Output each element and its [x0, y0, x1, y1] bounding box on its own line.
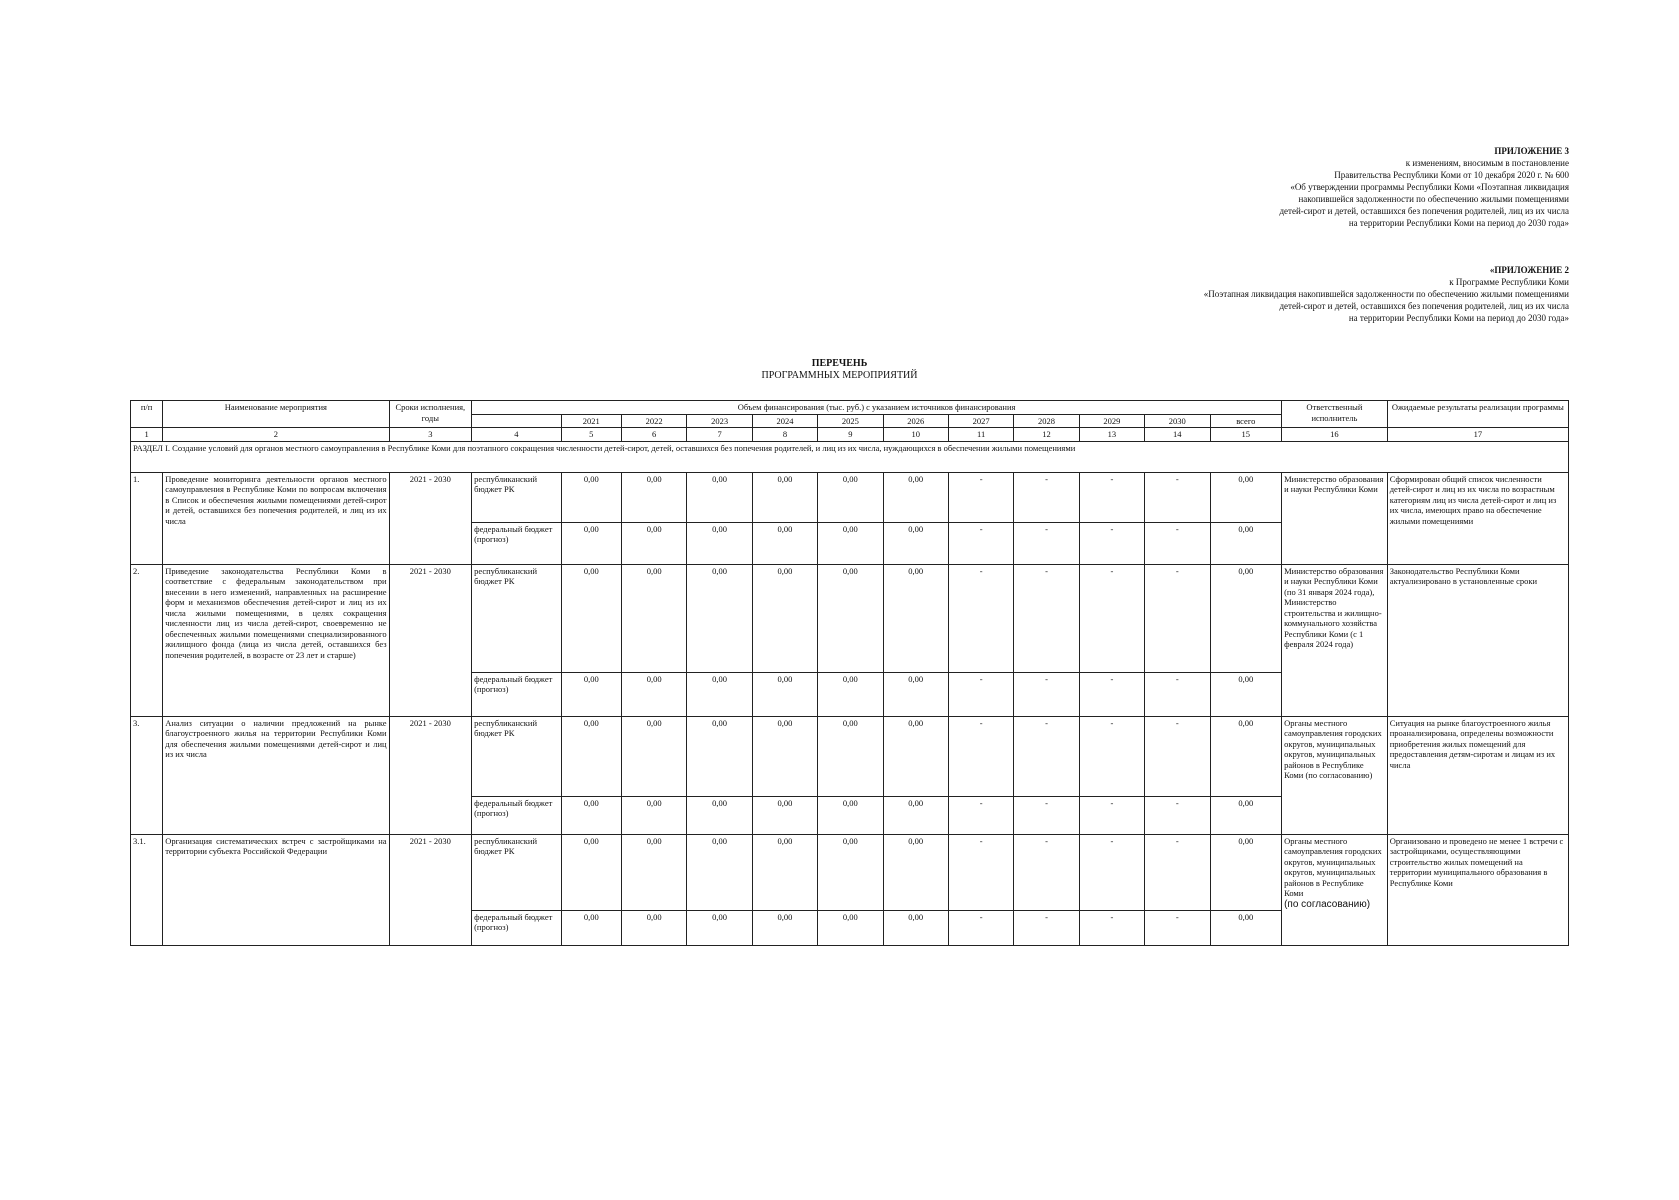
funding-value: 0,00 [687, 522, 752, 564]
header-year: 2024 [752, 414, 817, 428]
funding-source: республиканский бюджет РК [472, 834, 562, 910]
funding-value: 0,00 [561, 522, 621, 564]
column-number: 4 [472, 428, 562, 442]
responsible-text: Органы местного самоуправления городских округов, муниципальных округов, муниципальных районов в Республике Коми (по согласованию) [1284, 717, 1382, 780]
section-title: РАЗДЕЛ I. Создание условий для органов местного самоуправления в Республике Коми для поэтапного сокращения численности детей-сирот, детей, оставшихся без попечения родителей, и лиц из их числа, нуждающихся в обеспечении жилыми помещениями [131, 441, 1569, 472]
funding-value: - [948, 716, 1013, 796]
appendix-2-line: «Поэтапная ликвидация накопившейся задолженности по обеспечению жилыми помещениями [1203, 289, 1569, 299]
funding-value: 0,00 [1210, 910, 1282, 945]
activity-name: Анализ ситуации о наличии предложений на рынке благоустроенного жилья на территории Республики Коми для обеспечения жилыми помещениями детей-сирот и лиц из их числа [163, 716, 389, 834]
document-title-line-2: ПРОГРАММНЫХ МЕРОПРИЯТИЙ [761, 370, 918, 381]
header-year: 2029 [1079, 414, 1144, 428]
document-title-line-1: ПЕРЕЧЕНЬ [811, 358, 868, 369]
column-number: 8 [752, 428, 817, 442]
funding-value: 0,00 [621, 834, 686, 910]
funding-value: 0,00 [883, 472, 948, 522]
appendix-3-line: на территории Республики Коми на период до 2030 года» [1348, 218, 1569, 228]
appendix-3-line: Правительства Республики Коми от 10 декабря 2020 г. № 600 [1334, 170, 1569, 180]
funding-value: 0,00 [752, 564, 817, 672]
row-number: 3.1. [131, 834, 163, 945]
funding-value: 0,00 [561, 910, 621, 945]
responsible-executor [1282, 564, 1388, 716]
funding-value: 0,00 [818, 834, 883, 910]
funding-value: - [1145, 796, 1210, 834]
header-responsible: Ответственный исполнитель [1282, 401, 1388, 428]
funding-value: 0,00 [883, 672, 948, 716]
responsible-note: (по согласованию) [1284, 898, 1371, 910]
funding-value: 0,00 [621, 472, 686, 522]
header-row [131, 401, 1569, 415]
appendix-3-title: ПРИЛОЖЕНИЕ 3 [1494, 146, 1569, 156]
funding-value: 0,00 [1210, 834, 1282, 910]
funding-value: 0,00 [883, 834, 948, 910]
header-total: всего [1210, 414, 1282, 428]
expected-result: Сформирован общий список численности детей-сирот и лиц из их числа по возрастным категориям лиц из числа детей-сирот и лиц из их числа, имеющих право на обеспечение жилыми помещениями [1387, 472, 1568, 564]
appendix-2-line: детей-сирот и детей, оставшихся без попечения родителей, лиц из их числа [1279, 301, 1569, 311]
funding-value: 0,00 [1210, 564, 1282, 672]
funding-value: 0,00 [621, 672, 686, 716]
funding-value: 0,00 [1210, 522, 1282, 564]
funding-value: 0,00 [687, 564, 752, 672]
funding-source: федеральный бюджет (прогноз) [472, 522, 562, 564]
funding-value: 0,00 [1210, 796, 1282, 834]
funding-value: 0,00 [687, 796, 752, 834]
funding-value: - [948, 672, 1013, 716]
activity-name: Приведение законодательства Республики Коми в соответствие с федеральным законодательством при внесении в него изменений, направленных на расширение форм и механизмов обеспечения детей-сирот и лиц из их числа жилыми помещениями, в целях сокращения численности лиц из числа детей-сирот, своевременно не обеспеченных жилыми помещениями специализированного жилищного фонда (лица из числа детей, оставшихся без попечения родителей, в возрасте от 23 лет и старше) [163, 564, 389, 716]
funding-source: федеральный бюджет (прогноз) [472, 672, 562, 716]
funding-value: 0,00 [561, 834, 621, 910]
funding-value: 0,00 [1210, 472, 1282, 522]
funding-source: федеральный бюджет (прогноз) [472, 796, 562, 834]
column-number: 15 [1210, 428, 1282, 442]
column-number: 17 [1387, 428, 1568, 442]
header-results: Ожидаемые результаты реализации программы [1387, 401, 1568, 428]
funding-value: - [1079, 834, 1144, 910]
funding-value: 0,00 [818, 564, 883, 672]
funding-value: 0,00 [1210, 716, 1282, 796]
header-source-blank [472, 414, 562, 428]
funding-value: 0,00 [561, 472, 621, 522]
column-number: 10 [883, 428, 948, 442]
header-year: 2021 [561, 414, 621, 428]
column-numbers-row [131, 428, 1569, 442]
header-year: 2025 [818, 414, 883, 428]
responsible-text: Органы местного самоуправления городских округов, муниципальных округов, муниципальных районов в Республике Коми [1284, 835, 1382, 898]
row-number: 2. [131, 564, 163, 716]
funding-value: - [1014, 834, 1079, 910]
funding-value: - [948, 910, 1013, 945]
funding-value: 0,00 [883, 716, 948, 796]
funding-value: 0,00 [752, 834, 817, 910]
funding-value: 0,00 [621, 796, 686, 834]
row-number: 3. [131, 716, 163, 834]
program-activities-table [130, 400, 1569, 946]
activity-terms: 2021 - 2030 [389, 564, 472, 716]
funding-value: 0,00 [883, 564, 948, 672]
activity-name: Проведение мониторинга деятельности органов местного самоуправления в Республике Коми по вопросам включения в Список и обеспечения жилыми помещениями детей-сирот и детей, оставшихся без попечения родителей, и лиц из их числа [163, 472, 389, 564]
funding-value: - [948, 834, 1013, 910]
funding-value: 0,00 [621, 564, 686, 672]
header-year: 2022 [621, 414, 686, 428]
funding-value: - [948, 796, 1013, 834]
funding-value: - [1014, 472, 1079, 522]
appendix-2-line: к Программе Республики Коми [1449, 277, 1569, 287]
activity-terms: 2021 - 2030 [389, 716, 472, 834]
responsible-executor [1282, 716, 1388, 834]
header-name: Наименование мероприятия [163, 401, 389, 428]
responsible-executor [1282, 472, 1388, 564]
table-row [131, 716, 1569, 796]
activity-terms: 2021 - 2030 [389, 834, 472, 945]
funding-value: 0,00 [883, 910, 948, 945]
header-year: 2026 [883, 414, 948, 428]
funding-value: - [948, 522, 1013, 564]
appendix-3-line: накопившейся задолженности по обеспечению жилыми помещениями [1298, 194, 1569, 204]
funding-value: 0,00 [687, 672, 752, 716]
funding-value: 0,00 [687, 472, 752, 522]
column-number: 13 [1079, 428, 1144, 442]
funding-value: 0,00 [883, 522, 948, 564]
funding-value: 0,00 [561, 564, 621, 672]
funding-value: - [1145, 834, 1210, 910]
funding-value: 0,00 [687, 834, 752, 910]
funding-value: 0,00 [818, 472, 883, 522]
funding-value: 0,00 [1210, 672, 1282, 716]
appendix-3-line: детей-сирот и детей, оставшихся без попечения родителей, лиц из их числа [1279, 206, 1569, 216]
funding-value: 0,00 [752, 522, 817, 564]
funding-value: 0,00 [818, 796, 883, 834]
funding-value: 0,00 [561, 672, 621, 716]
funding-value: - [1079, 522, 1144, 564]
funding-value: - [1145, 716, 1210, 796]
row-number: 1. [131, 472, 163, 564]
column-number: 7 [687, 428, 752, 442]
funding-value: 0,00 [561, 716, 621, 796]
expected-result: Ситуация на рынке благоустроенного жилья проанализирована, определены возможности приобретения жилых помещений для предоставления детям-сиротам и лицам из их числа [1387, 716, 1568, 834]
appendix-2-header [1204, 264, 1569, 324]
section-row [131, 441, 1569, 472]
table-row [131, 834, 1569, 910]
funding-value: - [1079, 910, 1144, 945]
header-year: 2030 [1145, 414, 1210, 428]
funding-value: 0,00 [752, 472, 817, 522]
table-row [131, 472, 1569, 522]
appendix-3-header [1279, 145, 1569, 229]
funding-source: республиканский бюджет РК [472, 564, 562, 672]
funding-source: федеральный бюджет (прогноз) [472, 910, 562, 945]
funding-value: 0,00 [752, 672, 817, 716]
funding-value: - [1145, 472, 1210, 522]
appendix-2-title: «ПРИЛОЖЕНИЕ 2 [1489, 265, 1569, 275]
funding-value: - [1145, 564, 1210, 672]
column-number: 16 [1282, 428, 1388, 442]
funding-value: 0,00 [752, 716, 817, 796]
activity-name: Организация систематических встреч с застройщиками на территории субъекта Российской Федерации [163, 834, 389, 945]
column-number: 6 [621, 428, 686, 442]
funding-source: республиканский бюджет РК [472, 472, 562, 522]
funding-value: 0,00 [621, 910, 686, 945]
funding-value: 0,00 [687, 910, 752, 945]
column-number: 5 [561, 428, 621, 442]
funding-value: - [1014, 796, 1079, 834]
funding-value: 0,00 [818, 672, 883, 716]
appendix-2-line: на территории Республики Коми на период до 2030 года» [1348, 313, 1569, 323]
funding-value: 0,00 [621, 716, 686, 796]
column-number: 3 [389, 428, 472, 442]
header-year: 2027 [948, 414, 1013, 428]
funding-value: 0,00 [883, 796, 948, 834]
responsible-text: Министерство образования и науки Республики Коми (по 31 января 2024 года), Министерство строительства и жилищно-коммунального хозяйства Республики Коми (с 1 февраля 2024 года) [1284, 565, 1384, 649]
appendix-3-line: «Об утверждении программы Республики Коми «Поэтапная ликвидация [1290, 182, 1569, 192]
expected-result: Организовано и проведено не менее 1 встречи с застройщиками, осуществляющими строительство жилых помещений на территории муниципального образования в Республике Коми [1387, 834, 1568, 945]
column-number: 2 [163, 428, 389, 442]
document-title [0, 358, 1679, 382]
funding-value: - [1145, 910, 1210, 945]
funding-value: - [1145, 672, 1210, 716]
header-year: 2028 [1014, 414, 1079, 428]
funding-value: - [1014, 522, 1079, 564]
funding-value: - [1079, 796, 1144, 834]
funding-value: - [1079, 716, 1144, 796]
funding-value: - [1014, 910, 1079, 945]
funding-value: 0,00 [818, 716, 883, 796]
funding-value: 0,00 [561, 796, 621, 834]
funding-value: 0,00 [752, 910, 817, 945]
column-number: 9 [818, 428, 883, 442]
funding-value: 0,00 [818, 910, 883, 945]
column-number: 14 [1145, 428, 1210, 442]
funding-value: - [1079, 672, 1144, 716]
activity-terms: 2021 - 2030 [389, 472, 472, 564]
funding-value: - [948, 564, 1013, 672]
column-number: 12 [1014, 428, 1079, 442]
header-funding: Объем финансирования (тыс. руб.) с указанием источников финансирования [472, 401, 1282, 415]
funding-value: 0,00 [818, 522, 883, 564]
column-number: 1 [131, 428, 163, 442]
header-pp: п/п [131, 401, 163, 428]
header-terms: Сроки исполнения, годы [389, 401, 472, 428]
funding-value: - [948, 472, 1013, 522]
funding-value: - [1145, 522, 1210, 564]
responsible-executor [1282, 834, 1388, 945]
expected-result: Законодательство Республики Коми актуализировано в установленные сроки [1387, 564, 1568, 716]
funding-value: 0,00 [621, 522, 686, 564]
column-number: 11 [948, 428, 1013, 442]
funding-value: - [1079, 472, 1144, 522]
funding-value: 0,00 [687, 716, 752, 796]
appendix-3-line: к изменениям, вносимым в постановление [1405, 158, 1569, 168]
funding-value: - [1014, 672, 1079, 716]
funding-value: - [1014, 564, 1079, 672]
funding-value: - [1079, 564, 1144, 672]
responsible-text: Министерство образования и науки Республики Коми [1284, 473, 1384, 494]
funding-value: 0,00 [752, 796, 817, 834]
funding-value: - [1014, 716, 1079, 796]
table-row [131, 564, 1569, 672]
header-year: 2023 [687, 414, 752, 428]
funding-source: республиканский бюджет РК [472, 716, 562, 796]
